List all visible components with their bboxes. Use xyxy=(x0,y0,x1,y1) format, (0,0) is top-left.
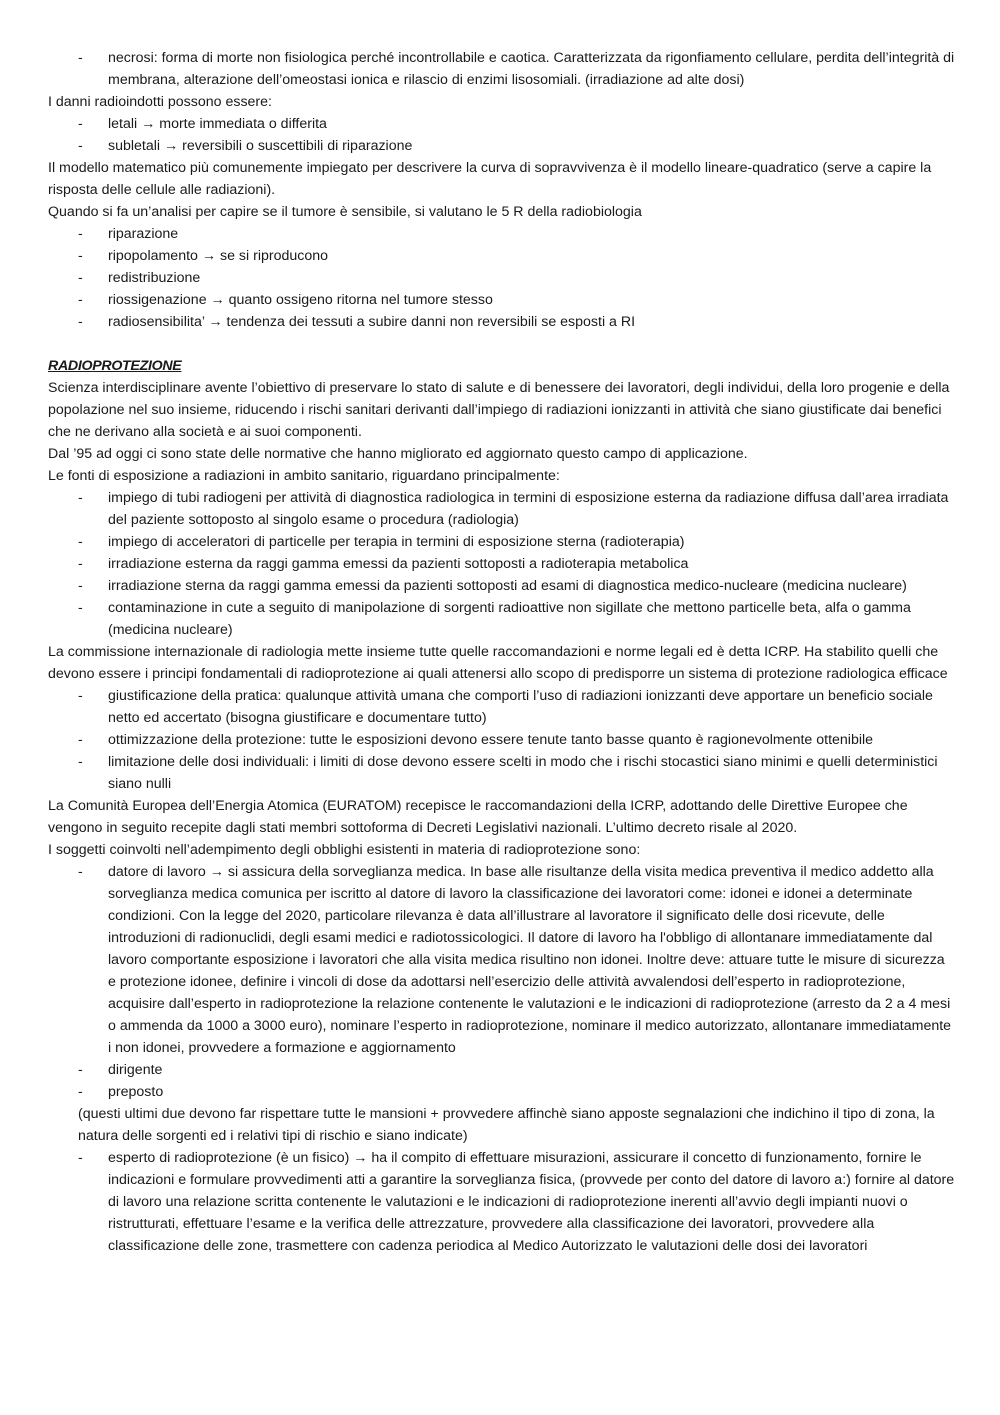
danni-intro: I danni radioindotti possono essere: xyxy=(48,94,272,110)
list-item: - riparazione xyxy=(48,223,955,245)
fonti-list xyxy=(48,487,955,641)
list-item: - dirigente xyxy=(48,1059,955,1081)
list-item: - subletali → reversibili o suscettibili di riparazione xyxy=(48,135,955,157)
euratom-paragraph: La Comunità Europea dell’Energia Atomica (EURATOM) recepisce le raccomandazioni della ICRP, adottando delle Direttive Europee che vengono in seguito recepite dagli stati membri sottoforma di Decreti Legislativi nazionali. L’ultimo decreto risale al 2020. xyxy=(48,798,908,836)
soggetti-list xyxy=(48,861,955,1103)
fonti-intro: Le fonti di esposizione a radiazioni in ambito sanitario, riguardano principalmente: xyxy=(48,468,560,484)
modello-paragraph: Il modello matematico più comunemente impiegato per descrivere la curva di sopravvivenza è il modello lineare-quadratico (serve a capire la risposta delle cellule alle radiazioni). xyxy=(48,160,932,198)
normative-paragraph: Dal ’95 ad oggi ci sono state delle normative che hanno migliorato ed aggiornato questo campo di applicazione. xyxy=(48,446,748,462)
radioprotezione-definition: Scienza interdisciplinare avente l’obiettivo di preservare lo stato di salute e di benessere dei lavoratori, degli individui, della loro progenie e della popolazione nel suo insieme, riducendo i rischi sanitari derivanti dall’impiego di radiazioni ionizzanti in attività che siano giustificate dai benefici che ne derivano alla società e ai suoi componenti. xyxy=(48,380,950,440)
list-item: - ottimizzazione della protezione: tutte le esposizioni devono essere tenute tanto basse quanto è ragionevolmente ottenibile xyxy=(48,729,955,751)
list-item: - letali → morte immediata o differita xyxy=(48,113,955,135)
soggetti-note: (questi ultimi due devono far rispettare tutte le mansioni + provvedere affinchè siano apposte segnalazioni che indichino il tipo di zona, la natura delle sorgenti ed i relativi tipi di rischio e siano indicate) xyxy=(78,1106,935,1144)
list-item: - ripopolamento → se si riproducono xyxy=(48,245,955,267)
list-item: - preposto xyxy=(48,1081,955,1103)
section-title: RADIOPROTEZIONE xyxy=(48,358,182,374)
list-item: - contaminazione in cute a seguito di manipolazione di sorgenti radioattive non sigillate che mettono particelle beta, alfa o gamma (medicina nucleare) xyxy=(48,597,955,641)
r5-intro: Quando si fa un’analisi per capire se il tumore è sensibile, si valutano le 5 R della radiobiologia xyxy=(48,204,642,220)
soggetti-list-continued xyxy=(48,1147,955,1257)
list-item: - limitazione delle dosi individuali: i limiti di dose devono essere scelti in modo che i rischi stocastici siano minimi e quelli deterministici siano nulli xyxy=(48,751,955,795)
list-item: - esperto di radioprotezione (è un fisico) → ha il compito di effettuare misurazioni, assicurare il concetto di funzionamento, fornire le indicazioni e formulare provvedimenti atti a garantire la sorveglianza fisica, (provvede per conto del datore di lavoro a:) fornire al datore di lavoro una relazione scritta contenente le valutazioni e le indicazioni di radioprotezione inerenti all’avvio degli impianti nuovi o ristrutturati, effettuare l’esame e la verifica delle attrezzature, provvedere alla classificazione dei lavoratori, provvedere alla classificazione delle zone, trasmettere con cadenza periodica al Medico Autorizzato le valutazioni delle dosi dei lavoratori xyxy=(48,1147,955,1257)
list-item: - giustificazione della pratica: qualunque attività umana che comporti l’uso di radiazioni ionizzanti deve apportare un beneficio sociale netto ed accertato (bisogna giustificare e documentare tutto) xyxy=(48,685,955,729)
r5-list xyxy=(48,223,955,333)
list-item: - radiosensibilita’ → tendenza dei tessuti a subire danni non reversibili se esposti a RI xyxy=(48,311,955,333)
list-item: - datore di lavoro → si assicura della sorveglianza medica. In base alle risultanze della visita medica preventiva il medico addetto alla sorveglianza medica comunica per iscritto al datore di lavoro la classificazione dei lavoratori come: idonei e idonei a determinate condizioni. Con la legge del 2020, particolare rilevanza è data all’illustrare al lavoratore il significato delle dosi ricevute, delle introduzioni di radionuclidi, degli esami medici e radiotossicologici. Il datore di lavoro ha l'obbligo di allontanare immediatamente dal lavoro comportante esposizione i lavoratori che alla visita medica risultino non idonei. Inoltre deve: attuare tutte le misure di sicurezza e protezione idonee, definire i vincoli di dose da adottarsi nell’esercizio delle attività avvalendosi dell’esperto in radioprotezione, acquisire dall’esperto in radioprotezione la relazione contenente le valutazioni e le indicazioni di radioprotezione (arresto da 2 a 4 mesi o ammenda da 1000 a 3000 euro), nominare l’esperto in radioprotezione, nominare il medico autorizzato, allontanare immediatamente i non idonei, provvedere a formazione e aggiornamento xyxy=(48,861,955,1059)
list-item: - impiego di tubi radiogeni per attività di diagnostica radiologica in termini di esposizione esterna da radiazione diffusa dall’area irradiata del paziente sottoposto al singolo esame o procedura (radiologia) xyxy=(48,487,955,531)
list-item: - riossigenazione → quanto ossigeno ritorna nel tumore stesso xyxy=(48,289,955,311)
list-item: - necrosi: forma di morte non fisiologica perché incontrollabile e caotica. Caratterizzata da rigonfiamento cellulare, perdita dell’integrità di membrana, alterazione dell’omeostasi ionica e rilascio di enzimi lisosomiali. (irradiazione ad alte dosi) xyxy=(48,47,955,91)
spacer xyxy=(48,333,955,355)
list-item: - irradiazione esterna da raggi gamma emessi da pazienti sottoposti a radioterapia metabolica xyxy=(48,553,955,575)
danni-list xyxy=(48,113,955,157)
icrp-paragraph: La commissione internazionale di radiologia mette insieme tutte quelle raccomandazioni e norme legali ed è detta ICRP. Ha stabilito quelli che devono essere i principi fondamentali di radioprotezione ai quali attenersi allo scopo di predisporre un sistema di protezione radiologica efficace xyxy=(48,644,948,682)
necrosi-list xyxy=(48,47,955,91)
list-item: - impiego di acceleratori di particelle per terapia in termini di esposizione sterna (radioterapia) xyxy=(48,531,955,553)
principi-list xyxy=(48,685,955,795)
soggetti-intro: I soggetti coinvolti nell’adempimento degli obblighi esistenti in materia di radioprotezione sono: xyxy=(48,842,641,858)
list-item: - irradiazione sterna da raggi gamma emessi da pazienti sottoposti ad esami di diagnostica medico-nucleare (medicina nucleare) xyxy=(48,575,955,597)
list-item: - redistribuzione xyxy=(48,267,955,289)
